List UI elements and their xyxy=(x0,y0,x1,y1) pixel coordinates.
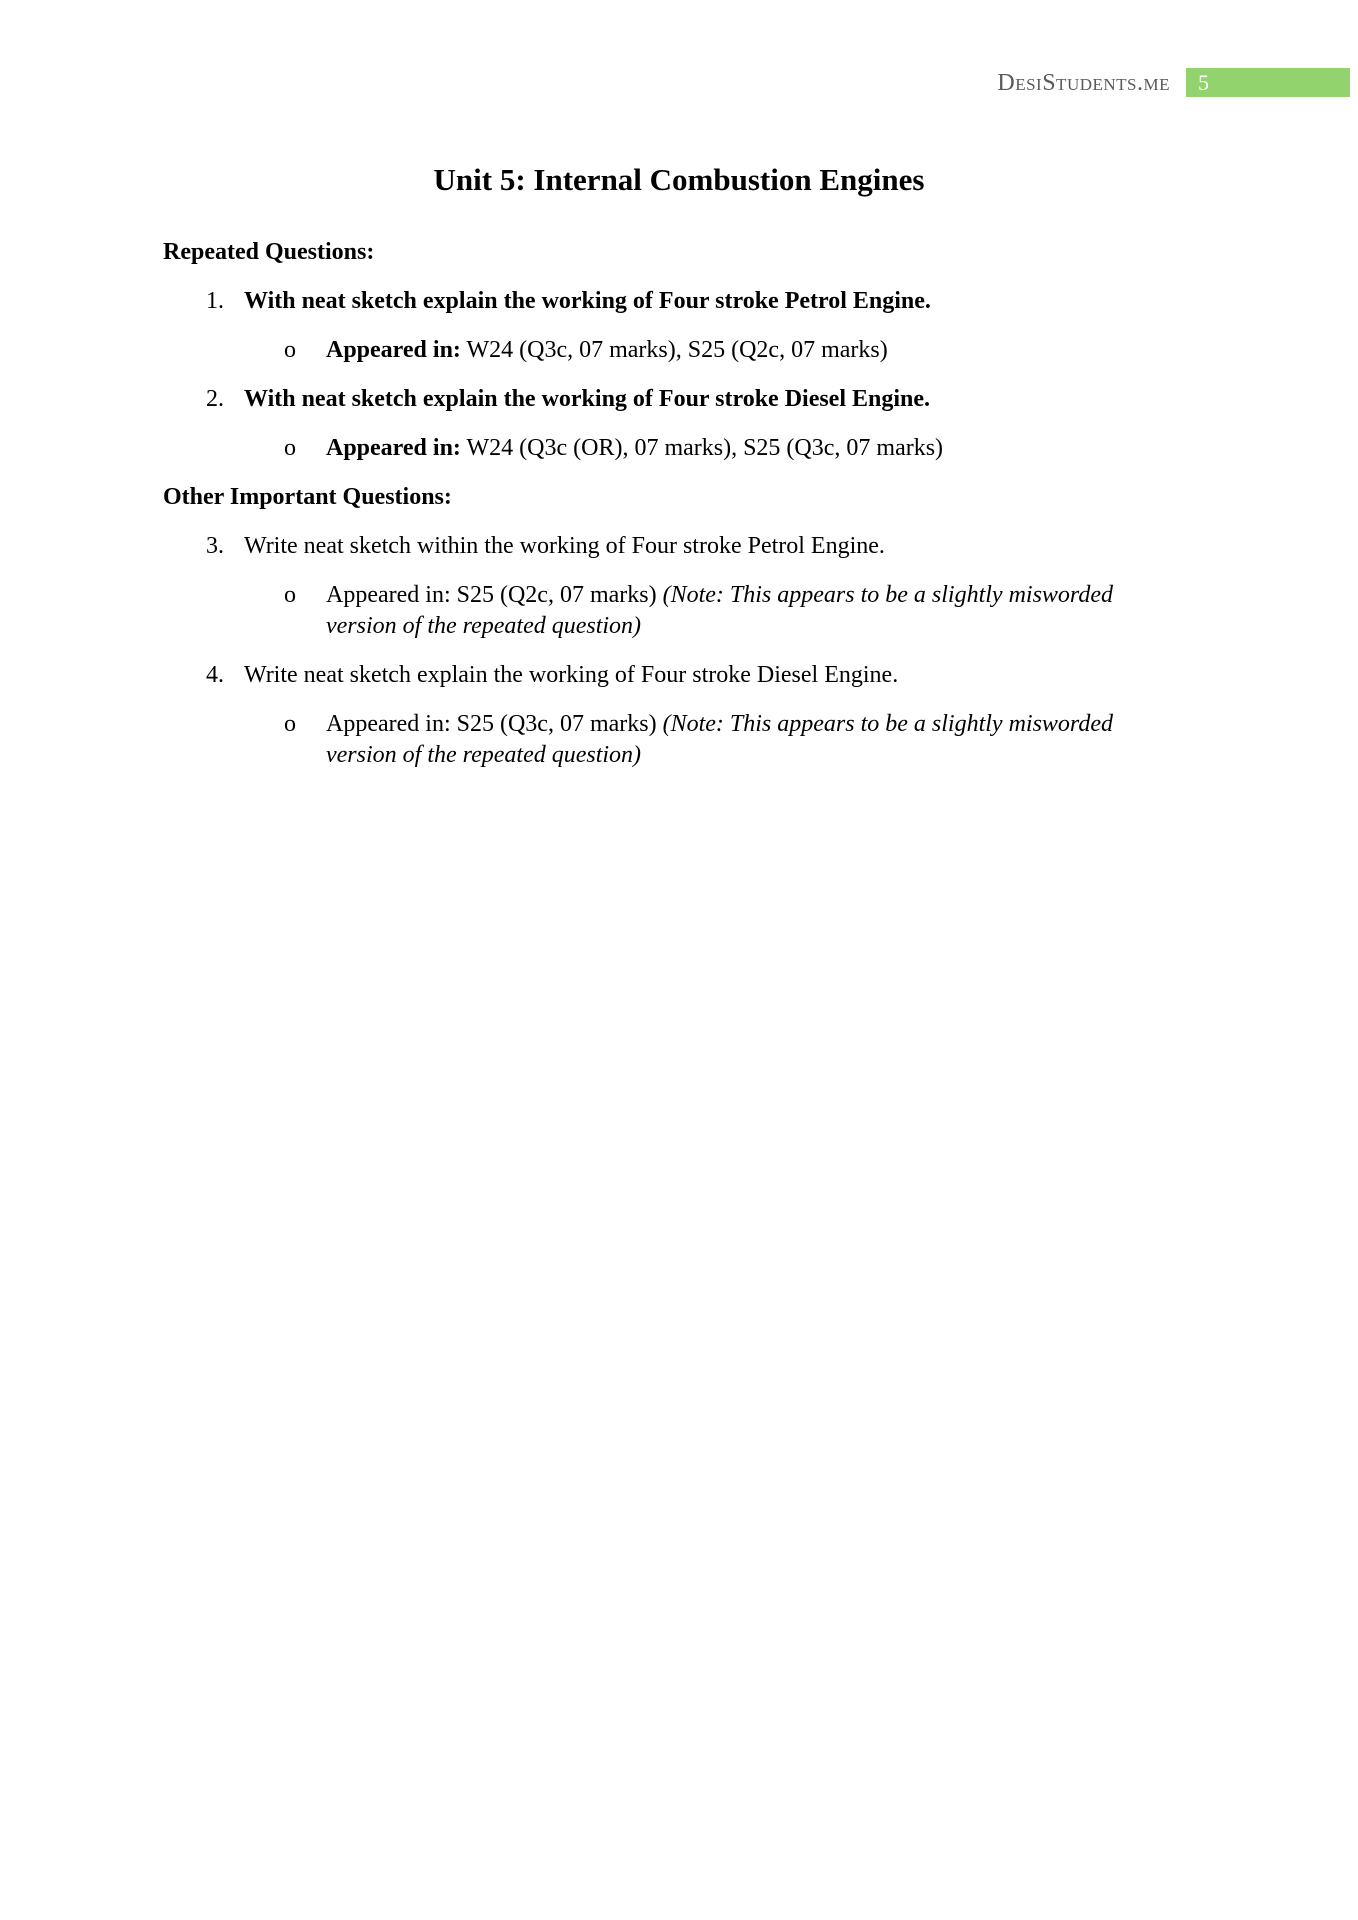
bullet-marker: o xyxy=(284,337,296,363)
note-text: (Note: This appears to be a slightly misworded version of the repeated question) xyxy=(326,711,1114,768)
question-text: Write neat sketch explain the working of Four stroke Diesel Engine. xyxy=(244,662,899,688)
appeared-label: Appeared in: xyxy=(326,435,461,461)
appeared-in-line xyxy=(326,709,1166,771)
bullet-marker: o xyxy=(284,711,296,737)
appeared-text: Appeared in: S25 (Q2c, 07 marks) xyxy=(326,582,657,608)
appeared-in-line xyxy=(326,433,1166,464)
question-text: With neat sketch explain the working of Four stroke Diesel Engine. xyxy=(244,386,931,412)
note-text: (Note: This appears to be a slightly misworded version of the repeated question) xyxy=(326,582,1114,639)
repeated-questions-heading: Repeated Questions: xyxy=(163,239,375,265)
appeared-in-line xyxy=(326,580,1166,642)
appeared-label: Appeared in: xyxy=(326,337,461,363)
bullet-marker: o xyxy=(284,435,296,461)
page-title: Unit 5: Internal Combustion Engines xyxy=(433,162,925,197)
other-questions-heading: Other Important Questions: xyxy=(163,484,452,510)
appeared-in-line xyxy=(326,335,1166,366)
site-name: DesiStudents.me xyxy=(997,70,1170,96)
bullet-marker: o xyxy=(284,582,296,608)
question-text: With neat sketch explain the working of Four stroke Petrol Engine. xyxy=(244,288,931,314)
appeared-value: W24 (Q3c (OR), 07 marks), S25 (Q3c, 07 marks) xyxy=(466,435,944,461)
page-number: 5 xyxy=(1186,68,1350,97)
question-number: 3. xyxy=(206,533,224,559)
question-number: 1. xyxy=(206,288,224,314)
appeared-value: W24 (Q3c, 07 marks), S25 (Q2c, 07 marks) xyxy=(466,337,888,363)
question-number: 2. xyxy=(206,386,224,412)
question-text: Write neat sketch within the working of Four stroke Petrol Engine. xyxy=(244,533,885,559)
question-number: 4. xyxy=(206,662,224,688)
appeared-text: Appeared in: S25 (Q3c, 07 marks) xyxy=(326,711,657,737)
